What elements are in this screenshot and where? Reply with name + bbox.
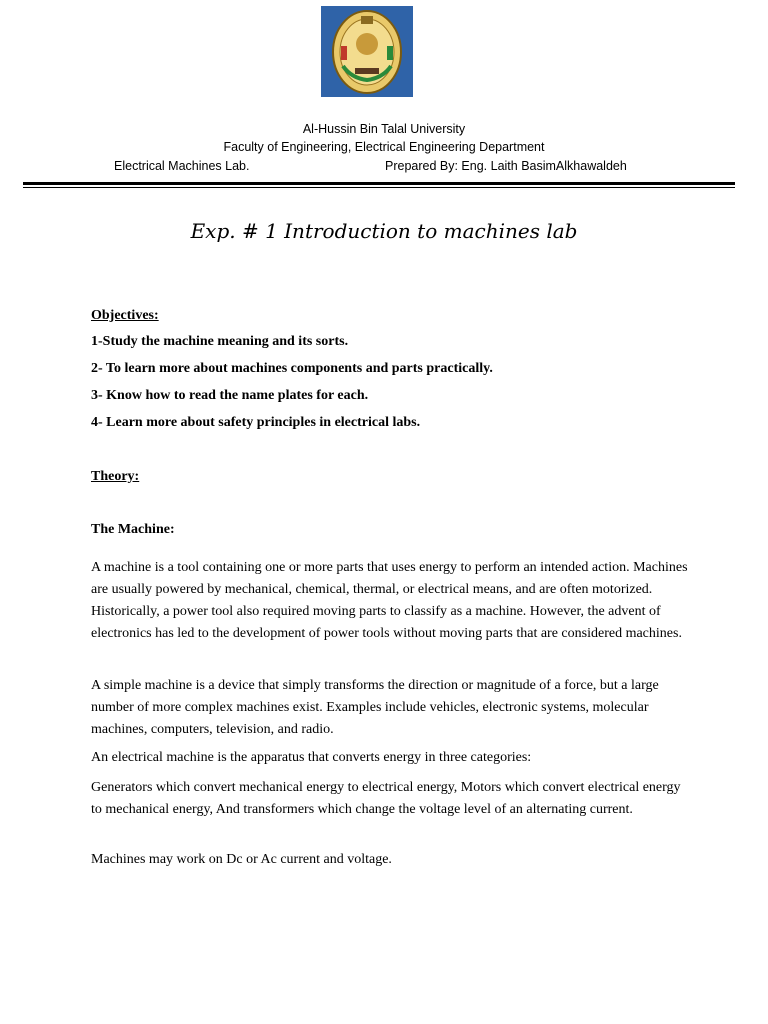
lab-name: Electrical Machines Lab.: [114, 159, 250, 173]
objective-item: 3- Know how to read the name plates for each.: [91, 388, 369, 403]
machine-subheading: The Machine:: [91, 522, 175, 537]
prepared-by: Prepared By: Eng. Laith BasimAlkhawaldeh: [385, 159, 627, 173]
objective-item: 2- To learn more about machines components and parts practically.: [91, 361, 493, 376]
objective-item: 1-Study the machine meaning and its sorts.: [91, 334, 349, 349]
theory-paragraph: Machines may work on Dc or Ac current and voltage.: [91, 852, 392, 867]
theory-paragraph: A simple machine is a device that simply transforms the direction or magnitude of a force, but a large number of more complex machines exist. Examples include vehicles, electronic systems, molecular machines, computers, television, and radio.: [91, 678, 659, 737]
objective-item: 4- Learn more about safety principles in electrical labs.: [91, 415, 421, 430]
faculty-name: Faculty of Engineering, Electrical Engineering Department: [223, 140, 545, 154]
header-divider-thick: [23, 182, 735, 185]
objectives-heading: Objectives:: [91, 308, 159, 323]
theory-paragraph: Generators which convert mechanical energy to electrical energy, Motors which convert electrical energy to mechanical energy, And transformers which change the voltage level of an alternating current.: [91, 780, 681, 817]
university-seal-icon: [321, 6, 413, 97]
theory-paragraph: An electrical machine is the apparatus that converts energy in three categories:: [91, 750, 532, 765]
university-logo: [321, 6, 413, 97]
theory-heading: Theory:: [91, 469, 140, 484]
theory-paragraph: A machine is a tool containing one or more parts that uses energy to perform an intended action. Machines are usually powered by mechanical, chemical, thermal, or electrical means, and are often motorized. Historically, a power tool also required moving parts to classify as a machine. However, the advent of electronics has led to the development of power tools without moving parts that are considered machines.: [91, 560, 688, 641]
header-divider-thin: [23, 187, 735, 188]
university-name: Al-Hussin Bin Talal University: [302, 122, 466, 136]
page-title: Exp. # 1 Introduction to machines lab: [190, 219, 578, 243]
